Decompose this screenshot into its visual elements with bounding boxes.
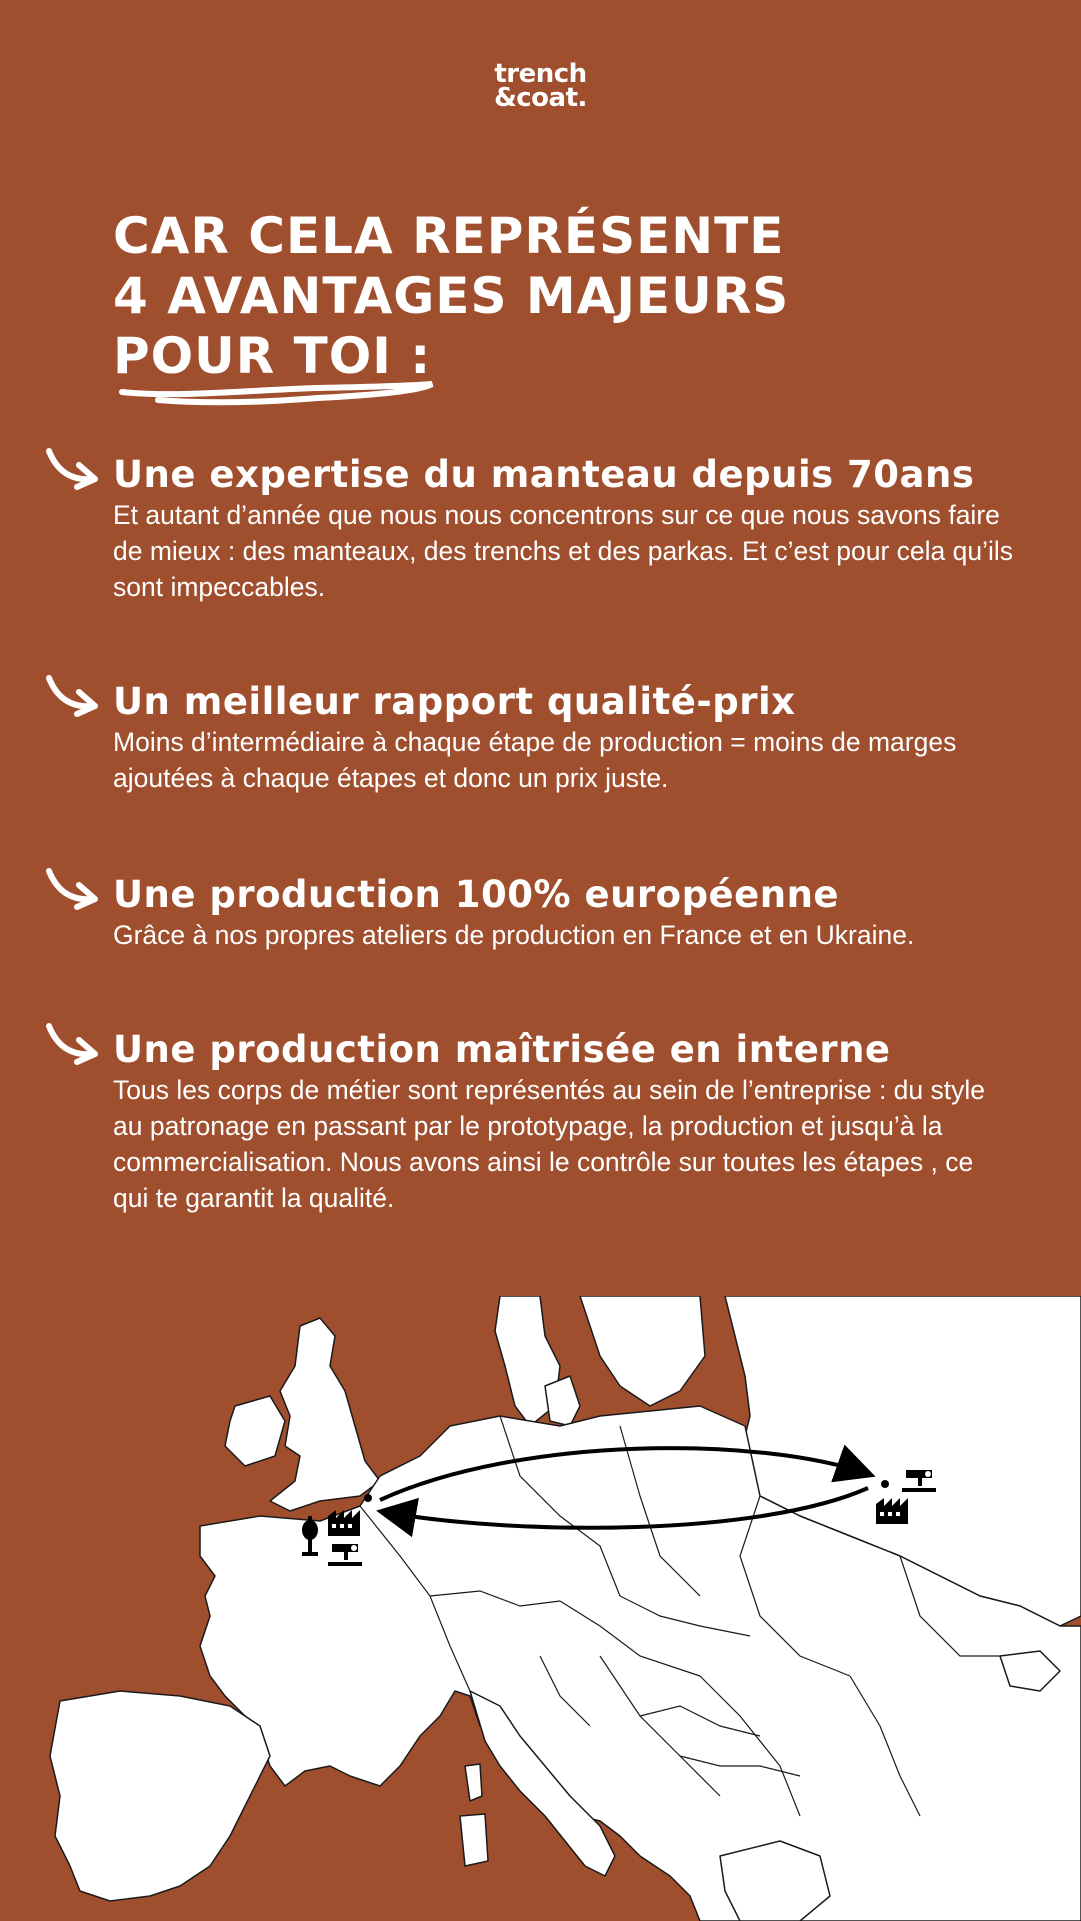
curved-arrow-icon — [45, 1020, 101, 1066]
curved-arrow-icon — [45, 865, 101, 911]
benefit-quality-price — [113, 680, 1013, 796]
land-ireland — [225, 1396, 285, 1466]
headline-line-3: POUR TOI : — [113, 327, 432, 385]
land-iberia — [50, 1691, 270, 1901]
brand-logo — [0, 59, 1081, 113]
land-great-britain — [270, 1318, 380, 1511]
curved-arrow-icon — [45, 445, 101, 491]
underline-swoosh — [118, 378, 438, 408]
europe-map — [0, 1296, 1081, 1921]
benefit-title: Un meilleur rapport qualité-prix — [113, 680, 796, 723]
france-site-dot — [364, 1494, 372, 1502]
page-headline — [113, 206, 789, 386]
land-greece — [720, 1841, 830, 1921]
land-corsica — [465, 1764, 482, 1801]
brand-logo-line1: trench — [494, 59, 587, 89]
benefit-text: Grâce à nos propres ateliers de production en France et en Ukraine. — [113, 920, 915, 950]
brand-logo-line2: &coat. — [494, 83, 587, 113]
benefit-inhouse-production — [113, 1028, 1013, 1216]
benefit-text: Tous les corps de métier sont représentés au sein de l’entreprise : du style au patronage en passant par le prototypage, la production et jusqu’à la commercialisation. Nous avons ainsi le contrôle sur toutes les étapes , ce qui te garantit la qualité. — [113, 1075, 986, 1213]
benefit-text: Moins d’intermédiaire à chaque étape de production = moins de marges ajoutées à chaque étapes et donc un prix juste. — [113, 727, 957, 793]
benefit-text: Et autant d’année que nous nous concentrons sur ce que nous savons faire de mieux : des manteaux, des trenchs et des parkas. Et c’est pour cela qu’ils sont impeccables. — [113, 500, 1013, 602]
benefit-european-production — [113, 873, 1013, 953]
ukraine-site-dot — [881, 1480, 889, 1488]
headline-line-1: CAR CELA REPRÉSENTE — [113, 207, 785, 265]
land-sweden — [580, 1296, 705, 1406]
benefit-expertise — [113, 453, 1013, 605]
benefit-title: Une production 100% européenne — [113, 873, 840, 916]
benefit-title: Une expertise du manteau depuis 70ans — [113, 453, 975, 496]
headline-line-2: 4 AVANTAGES MAJEURS — [113, 267, 790, 325]
land-sardinia — [460, 1814, 488, 1866]
curved-arrow-icon — [45, 672, 101, 718]
land-denmark — [545, 1376, 580, 1426]
benefit-title: Une production maîtrisée en interne — [113, 1028, 891, 1071]
